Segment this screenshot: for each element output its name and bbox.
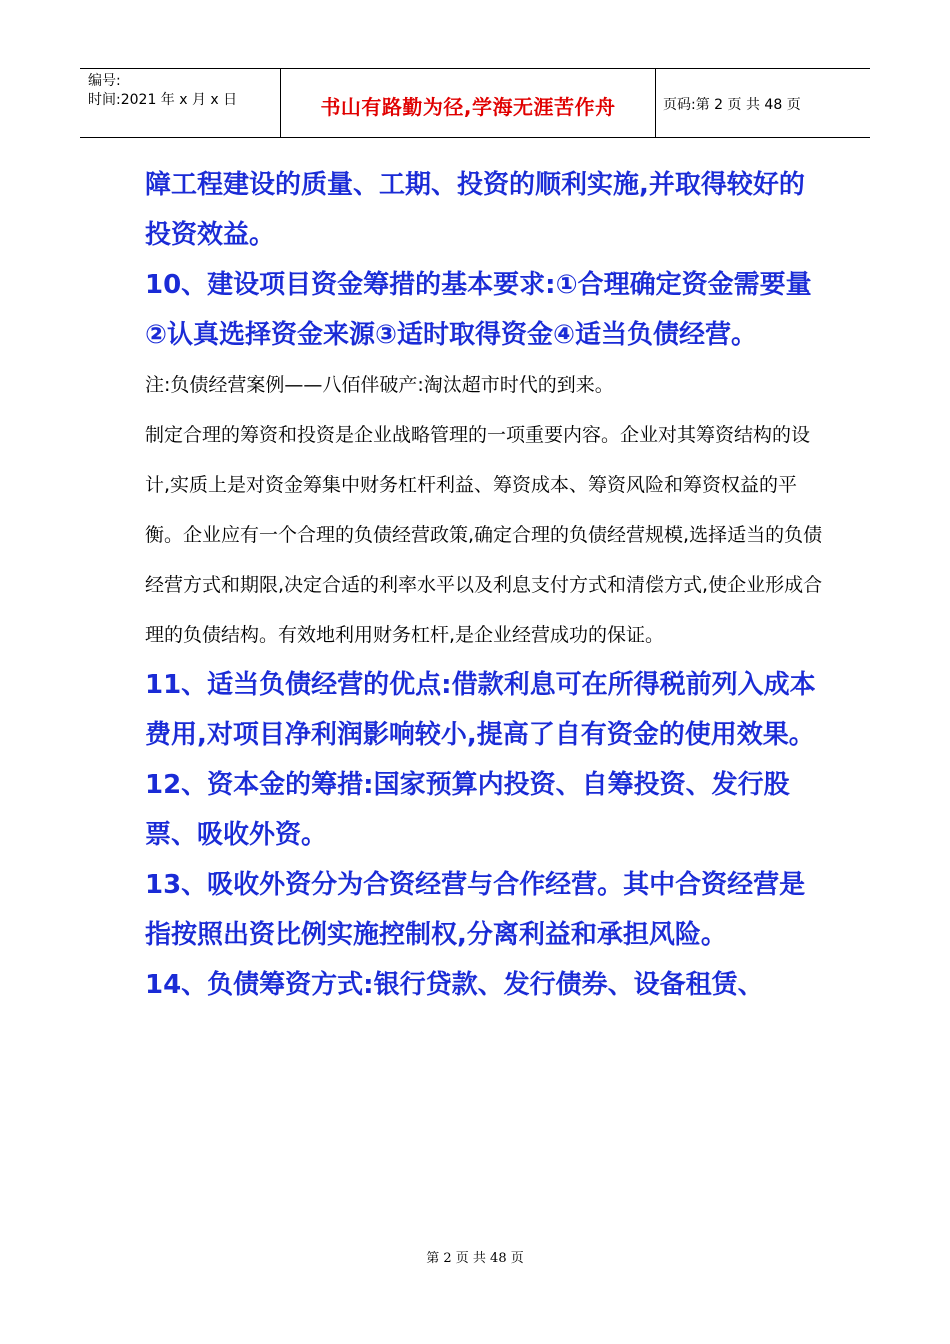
header-meta-cell [80,69,280,137]
time-label: 时间:2021 年 x 月 x 日 [88,92,238,108]
paragraph-item-12: 12、资本金的筹措:国家预算内投资、自筹投资、发行股票、吸收外资。 [145,770,790,850]
paragraph-continuation: 障工程建设的质量、工期、投资的顺利实施,并取得较好的投资效益。 [145,170,805,250]
number-label: 编号: [88,73,121,89]
paragraph-item-13: 13、吸收外资分为合资经营与合作经营。其中合资经营是指按照出资比例实施控制权,分离利益和承担风险。 [145,870,806,950]
header-page-info: 页码:第 2 页 共 48 页 [663,97,801,113]
paragraph-item-10: 10、建设项目资金筹措的基本要求:①合理确定资金需要量②认真选择资金来源③适时取得资金④适当负债经营。 [145,270,812,350]
page-footer: 第 2 页 共 48 页 [426,1251,524,1266]
paragraph-note: 注:负债经营案例——八佰伴破产:淘汰超市时代的到来。 [145,374,614,396]
header-motto-cell [280,69,656,137]
motto-text: 书山有路勤为径,学海无涯苦作舟 [320,95,616,119]
document-header [80,68,870,138]
paragraph-explanation: 制定合理的筹资和投资是企业战略管理的一项重要内容。企业对其筹资结构的设计,实质上是对资金筹集中财务杠杆利益、筹资成本、筹资风险和筹资权益的平衡。企业应有一个合理的负债经营政策,确定合理的负债经营规模,选择适当的负债经营方式和期限,决定合适的利率水平以及利息支付方式和清偿方式,使企业形成合理的负债结构。有效地利用财务杠杆,是企业经营成功的保证。 [145,424,823,646]
document-body [145,160,825,1010]
paragraph-item-11: 11、适当负债经营的优点:借款利息可在所得税前列入成本费用,对项目净利润影响较小,提高了自有资金的使用效果。 [145,670,816,750]
paragraph-item-14: 14、负债筹资方式:银行贷款、发行债券、设备租赁、 [145,970,764,1000]
header-page-cell [655,69,870,137]
